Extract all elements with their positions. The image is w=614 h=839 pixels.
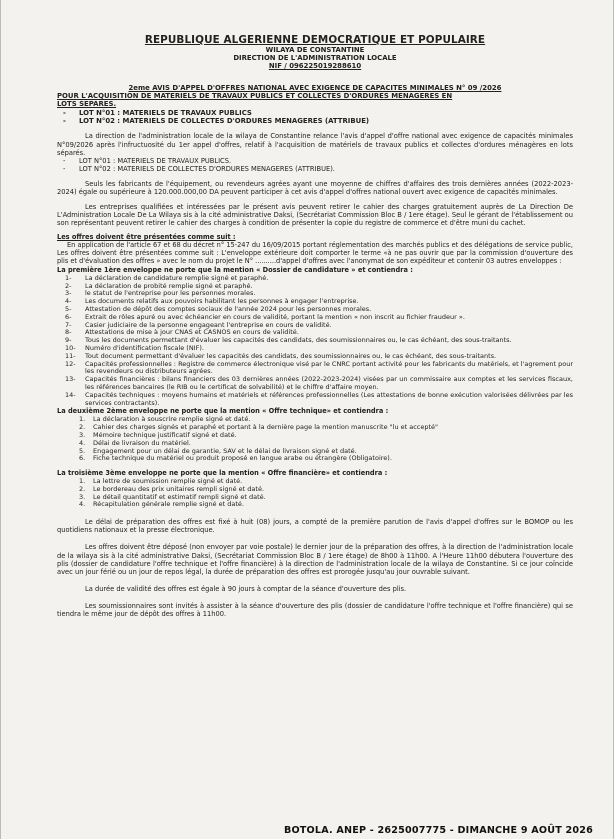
list-item: 4. Récapitulation générale remplie signé et daté. — [79, 500, 244, 509]
list-item: 12- Capacités professionnelles : Registre de commerce électronique visé par le CNRC portant activité pour les fabricants du matériels, et l'agrement pour les revendeurs ou distributeurs agrées. — [65, 359, 573, 376]
notice-title-line2: POUR L'ACQUISITION DE MATERIELS DE TRAVAUX PUBLICS ET COLLECTES D'ORDURES MENAGERES EN — [57, 92, 453, 101]
list-item: 5. Engagement pour un délai de garantie, SAV et le délai de livraison signé et daté. — [79, 446, 357, 455]
list-item: 1. La déclaration à souscrire remplie signé et daté. — [79, 415, 251, 424]
list-item: 3. Le détail quantitatif et estimatif rempli signé et daté. — [79, 492, 266, 501]
list-item: 10- Numéro d'identification fiscale (NIF). — [65, 344, 204, 353]
list-item: 4. Délai de livraison du matériel. — [79, 438, 191, 447]
list-item: 1- La déclaration de candidature remplie signé et paraphé. — [65, 273, 269, 282]
nif-heading: NIF / 096225019288610 — [268, 62, 362, 70]
intro-paragraph: La direction de l'administration locale de la wilaya de Constantine relance l'avis d'appel d'offre national avec exigence de capacités minimales N°09/2026 après l'infructuosité du 1er appel d'offres, relatif à l'acquisition de matériels de travaux publics et collectes d'ordures ménagères en lots séparés. — [57, 132, 573, 157]
list-item: 2. Cahier des charges signés et paraphé et portant à la dernière page la mention manuscrite "lu et accepté" — [79, 423, 439, 432]
list-item: 7- Casier judiciaire de la personne engageant l'entreprise en cours de validité. — [65, 320, 332, 329]
validite-paragraph: La durée de validité des offres est égale à 90 jours à comptar de la séance d'ouverture des plis. — [85, 584, 407, 593]
envelope1-list — [57, 275, 573, 408]
envelope1-heading: La première 1ère enveloppe ne porte que la mention « Dossier de candidature » et contiendra : — [57, 265, 413, 274]
notice-title-line3: LOTS SEPARES. — [57, 100, 117, 109]
envelope3-heading: La troisième 3ème enveloppe ne porte que la mention « Offre financière» et contiendra : — [57, 469, 388, 478]
lot-item: - LOT N°01 : MATERIELS DE TRAVAUX PUBLICS. — [63, 156, 232, 165]
list-item: 14- Capacités techniques : moyens humains et matériels et références professionnelles (Les attestations de bonne exécution valorisées délivrées par les services contractants). — [65, 390, 573, 407]
list-item: 3- le statut de l'entreprise pour les personnes morales. — [65, 289, 256, 298]
wilaya-heading: WILAYA DE CONSTANTINE — [265, 46, 365, 54]
envelope2-list — [57, 416, 573, 463]
offres-intro: En application de l'article 67 et 68 du décret n° 15-247 du 16/09/2015 portant réglementation des marchés publics et des délégations de service public, Les offres doivent être présentées comme suit : L'enveloppe extérieure doit comporter le terme «à ne pas ouvrir que par la commission d'ouverture des plis et d'évaluation des offres » avec le nom du projet le N° ..........d'appel d'offres avec l'anonymat de son expéditeur et contenir 03 autres enveloppes : — [57, 241, 573, 266]
list-item: 6- Extrait de rôles apuré ou avec échéancier en cours de validité, portant la mention « non inscrit au fichier fraudeur ». — [65, 312, 465, 321]
eligibility-paragraph: Seuls les fabricants de l'équipement, ou revendeurs agrées ayant une moyenne de chiffres d'affaires des trois dernières années (2022-2023-2024) égale ou supérieure à 120.000.000,00 DA peuvent participer à cet avis d'appel d'offres national ouvert avec exigence de capacités minimales. — [57, 179, 573, 196]
invites-paragraph: Les soumissionnaires sont invités à assister à la séance d'ouverture des plis (dossier de candidature l'offre technique et l'offre financière) qui se tiendra le même jour de dépôt des offres à 11h00. — [57, 601, 573, 618]
republic-heading: REPUBLIQUE ALGERIENNE DEMOCRATIQUE ET POPULAIRE — [144, 34, 486, 46]
lot-bold-item: - LOT N°01 : MATERIELS DE TRAVAUX PUBLICS — [63, 108, 252, 117]
notice-title-line1: 2eme AVIS D'APPEL D'OFFRES NATIONAL AVEC EXIGENCE DE CAPACITES MINIMALES N° 09 /2026 — [128, 84, 502, 92]
list-item: 13- Capacités financières : bilans financiers des 03 dernières années (2022-2023-2024) visées par un commissaire aux comptes et les services fiscaux, les références bancaires (le RIB ou le certificat de solvabilité) et le chiffre d'affaire moyen. — [65, 375, 573, 392]
envelope2-heading: La deuxième 2ème enveloppe ne porte que la mention « Offre technique» et contiendra : — [57, 407, 389, 416]
list-item: 2. Le bordereau des prix unitaires rempli signé et daté. — [79, 484, 265, 493]
list-item: 6. Fiche technique du matériel ou produit proposé en langue arabe ou étrangère (Obligatoire). — [79, 454, 392, 463]
direction-heading: DIRECTION DE L'ADMINISTRATION LOCALE — [233, 54, 397, 62]
list-item: 1. La lettre de soumission remplie signé et daté. — [79, 477, 243, 486]
list-item: 9- Tous les documents permettant d'évaluer les capacités des candidats, des soumissionnaires ou, le cas échéant, des sous-traitants. — [65, 336, 512, 345]
list-item: 8- Attestations de mise à jour CNAS et CASNOS en cours de validité. — [65, 328, 299, 337]
depot-paragraph: Les offres doivent être déposé (non envoyer par voie postale) le dernier jour de la préparation des offres, à la direction de l'administration locale de la wilaya sis à la cité administrative Daksi, (Secrétariat Commission Bloc B / 1ere étage) de 8h00 à 11h00. A l'Heure 11h00 débutera l'ouverture des plis (dossier de candidature l'offre technique et l'offre financière) à la direction de l'administration locale de la wilaya de Constantine. Si ce jour coïncide avec un jour férié ou un jour de repos légal, la durée de préparation des offres est prorogée jusqu'au jour ouvrable suivant. — [57, 543, 573, 576]
envelope3-list — [57, 478, 573, 509]
lot-bold-item: - LOT N°02 : MATERIELS DE COLLECTES D'ORDURES MENAGERES (ATTRIBUE) — [63, 117, 370, 126]
publication-footer: BOTOLA. ANEP - 2625007775 - DIMANCHE 9 AOÛT 2026 — [283, 824, 593, 836]
list-item: 4- Les documents relatifs aux pouvoirs habilitant les personnes à engager l'entreprise. — [65, 297, 359, 306]
offres-heading: Les offres doivent être présentées comme suit : — [57, 233, 236, 242]
list-item: 11- Tout document permettant d'évaluer les capacités des candidats, des soumissionnaires ou, le cas échéant, des sous-traitants. — [65, 351, 497, 360]
list-item: 2- La déclaration de probité remplie signé et paraphé. — [65, 281, 253, 290]
withdrawal-paragraph: Les entreprises qualifiées et intéressées par le présent avis peuvent retirer le cahier des charges gratuitement auprès de La Direction De L'Administration Locale De La Wilaya sis à la cité administrative Daksi, (Secrétariat Commission Bloc B / 1ere étage). Seul le gérant de l'établissement ou son représentant peuvent retirer le cahier des charges à condition de présenter la copie du registre de commerce et d'être muni du cachet. — [57, 203, 573, 228]
list-item: 5- Attestation de dépôt des comptes sociaux de l'année 2024 pour les personnes morales. — [65, 305, 372, 314]
delai-paragraph: Le délai de préparation des offres est fixé à huit (08) jours, a compté de la première parution de l'avis d'appel d'offres sur le BOMOP ou les quotidiens nationaux et la presse électronique. — [57, 518, 573, 535]
list-item: 3. Mémoire technique justificatif signé et daté. — [79, 430, 237, 439]
lot-item: - LOT N°02 : MATERIELS DE COLLECTES D'ORDURES MENAGERES (ATTRIBUE). — [63, 164, 335, 173]
